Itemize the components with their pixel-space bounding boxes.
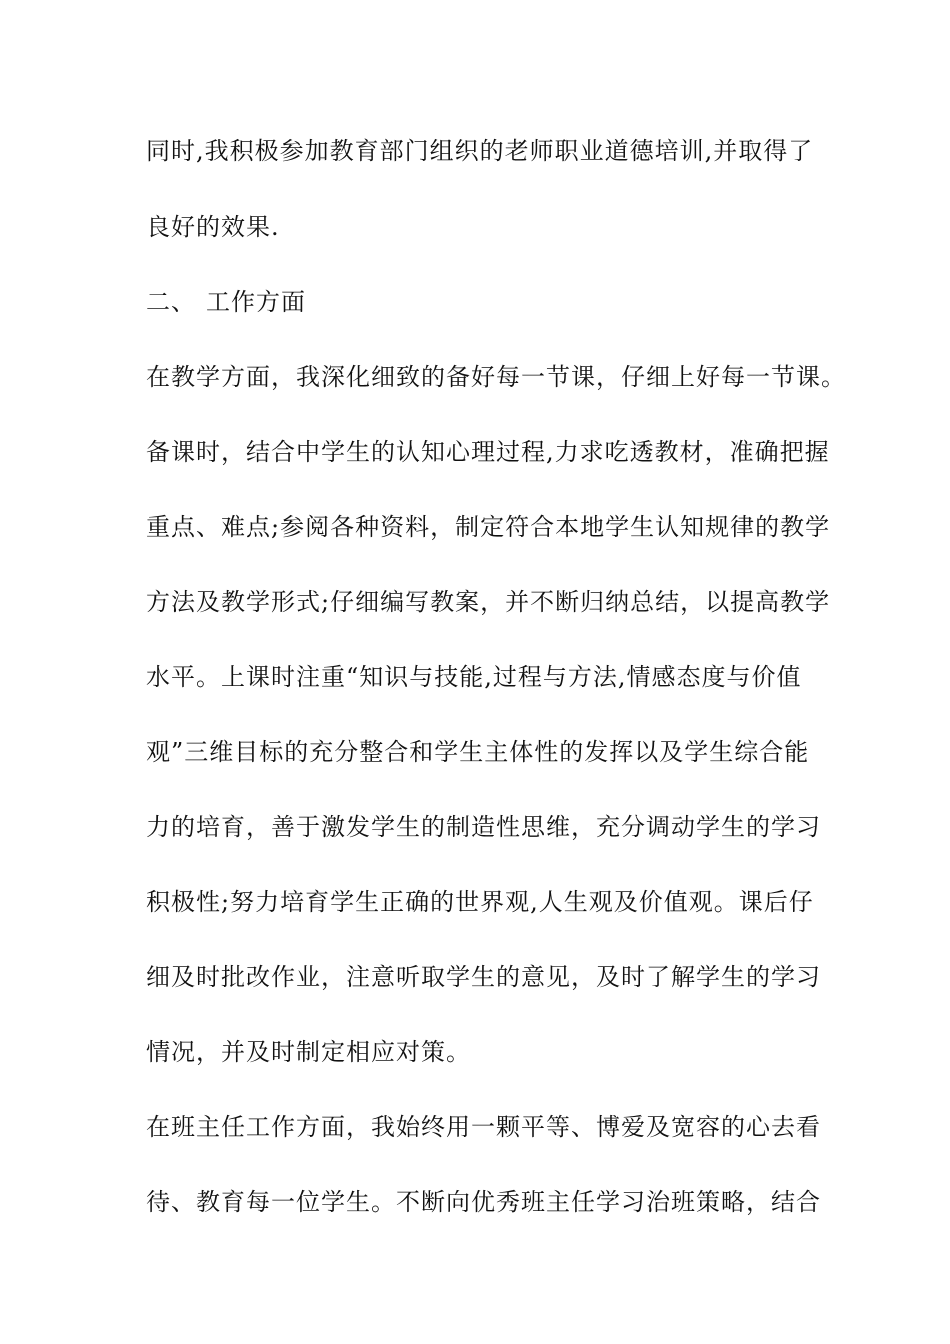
paragraph-2-line-10: 情况，并及时制定相应对策。 xyxy=(146,1038,471,1066)
paragraph-2-line-6: 观”三维目标的充分整合和学生主体性的发挥以及学生综合能 xyxy=(146,738,810,766)
paragraph-2-line-7: 力的培育，善于激发学生的制造性思维，充分调动学生的学习 xyxy=(146,813,821,841)
paragraph-2-line-8: 积极性;努力培育学生正确的世界观,人生观及价值观。课后仔 xyxy=(146,888,814,916)
section-heading xyxy=(146,287,826,317)
paragraph-3-line-2: 待、教育每一位学生。不断向优秀班主任学习治班策略，结合 xyxy=(146,1188,821,1216)
paragraph-2-line-2: 备课时，结合中学生的认知心理过程,力求吃透教材，准确把握 xyxy=(146,438,830,466)
paragraph-1-line-1: 同时,我积极参加教育部门组织的老师职业道德培训,并取得了 xyxy=(146,137,814,165)
section-number: 二、 xyxy=(146,288,196,316)
paragraph-2-line-4: 方法及教学形式;仔细编写教案，并不断归纳总结，以提高教学 xyxy=(146,588,831,616)
paragraph-2-line-9: 细及时批改作业，注意听取学生的意见，及时了解学生的学习 xyxy=(146,963,821,991)
section-title: 工作方面 xyxy=(206,288,306,316)
paragraph-2-line-3: 重点、难点;参阅各种资料，制定符合本地学生认知规律的教学 xyxy=(146,513,831,541)
paragraph-2-line-5: 水平。上课时注重“知识与技能,过程与方法,情感态度与价值 xyxy=(146,663,802,691)
paragraph-2-line-1: 在教学方面，我深化细致的备好每一节课，仔细上好每一节课。 xyxy=(146,363,846,391)
paragraph-1-line-2: 良好的效果. xyxy=(146,213,280,241)
paragraph-3-line-1: 在班主任工作方面，我始终用一颗平等、博爱及宽容的心去看 xyxy=(146,1113,821,1141)
